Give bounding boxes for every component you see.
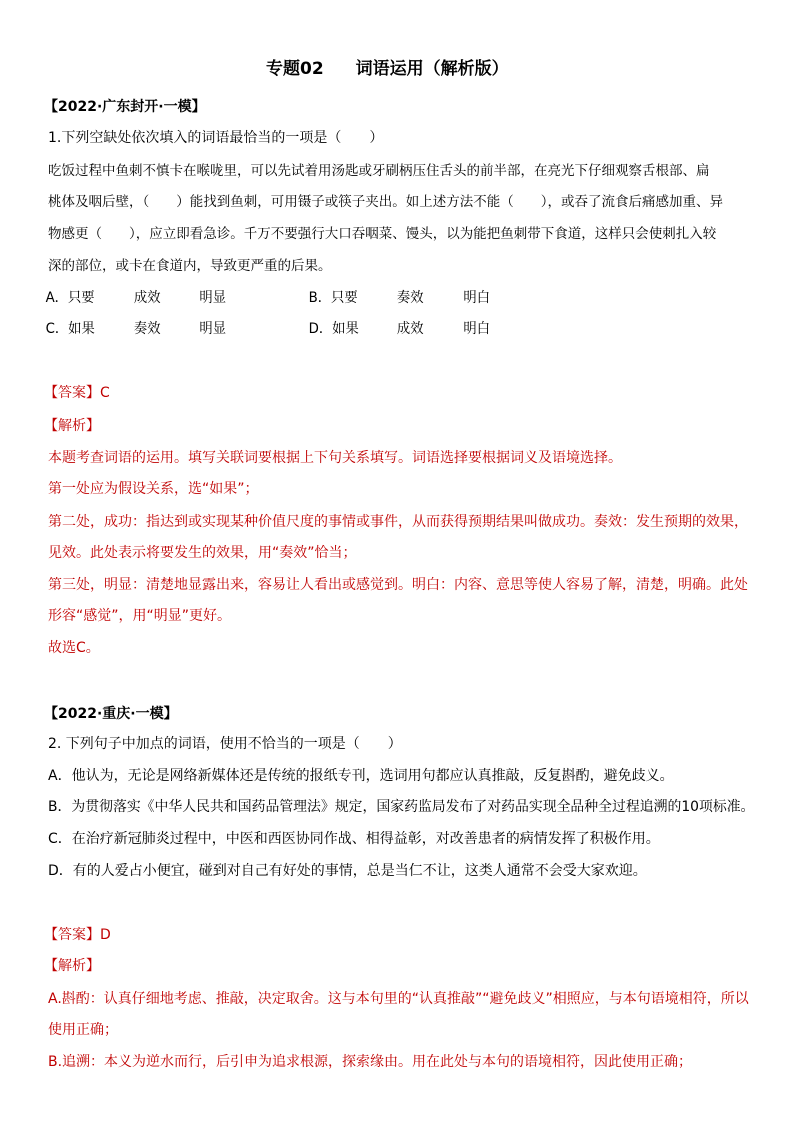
q1-source: 【2022·广东封开·一模】	[44, 99, 206, 115]
q2-option-d: D．有的人爱占小便宜，碰到对自己有好处的事情，总是当仁不让，这类人通常不会受大家欢迎。	[48, 863, 647, 879]
q2-option-c: C．在治疗新冠肺炎过程中，中医和西医协同作战、相得益彰，对改善患者的病情发挥了积极作用。	[48, 831, 660, 847]
q1-option-word: 奏效	[396, 290, 424, 306]
q1-option-word: 成效	[396, 321, 424, 337]
q1-option-c: C．如果	[45, 321, 95, 337]
q2-source: 【2022·重庆·一模】	[44, 706, 178, 722]
q1-analysis-line: 形容“感觉”，用“明显”更好。	[48, 608, 232, 624]
q1-option-b: B．只要	[308, 290, 358, 306]
q1-passage-line: 吃饭过程中鱼刺不慎卡在喉咙里，可以先试着用汤匙或牙刷柄压住舌头的前半部，在亮光下仔细观察舌根部、扁	[48, 163, 710, 179]
q1-analysis-line: 故选C。	[48, 640, 100, 656]
q1-analysis-line: 第一处应为假设关系，选“如果”；	[48, 481, 259, 497]
q1-option-word: 明显	[199, 290, 227, 306]
q1-option-word: 奏效	[133, 321, 161, 337]
q2-answer: 【答案】D	[44, 927, 111, 943]
q2-analysis-line: 使用正确；	[48, 1022, 118, 1038]
q2-analysis-line: B.追溯：本义为逆水而行，后引申为追求根源，探索缘由。用在此处与本句的语境相符，因此使用正确；	[48, 1054, 693, 1070]
q2-stem: 2. 下列句子中加点的词语，使用不恰当的一项是（ ）	[48, 736, 402, 752]
q1-option-word: 成效	[133, 290, 161, 306]
q1-answer: 【答案】C	[44, 385, 110, 401]
q1-option-d: D．如果	[308, 321, 359, 337]
q1-analysis-line: 第三处，明显：清楚地显露出来，容易让人看出或感觉到。明白：内容、意思等使人容易了解，清楚，明确。此处	[48, 577, 748, 593]
page-title	[266, 60, 509, 78]
q1-stem: 1.下列空缺处依次填入的词语最恰当的一项是（ ）	[48, 130, 384, 146]
q1-option-word: 明白	[463, 290, 490, 306]
q2-analysis-label: 【解析】	[44, 958, 100, 974]
title-topic-number: 专题02	[266, 59, 324, 79]
q1-analysis-line: 见效。此处表示将要发生的效果，用“奏效”恰当；	[48, 545, 357, 561]
q1-analysis-line: 本题考查词语的运用。填写关联词要根据上下句关系填写。词语选择要根据词义及语境选择。	[48, 450, 622, 466]
q1-option-a: A．只要	[45, 290, 95, 306]
q1-passage-line: 桃体及咽后壁，（ ）能找到鱼刺，可用镊子或筷子夹出。如上述方法不能（ ），或吞了流食后痛感加重、异	[48, 194, 723, 210]
q2-option-b: B．为贯彻落实《中华人民共和国药品管理法》规定，国家药监局发布了对药品实现全品种全过程追溯的10项标准。	[48, 799, 755, 815]
q1-passage-line: 物感更（ ），应立即看急诊。千万不要强行大口吞咽菜、馒头，以为能把鱼刺带下食道，这样只会使刺扎入较	[48, 226, 717, 242]
q1-analysis-label: 【解析】	[44, 418, 100, 434]
q1-analysis-line: 第二处，成功：指达到或实现某种价值尺度的事情或事件，从而获得预期结果叫做成功。奏效：发生预期的效果，	[48, 514, 748, 530]
q2-analysis-line: A.斟酌：认真仔细地考虑、推敲，决定取舍。这与本句里的“认真推敲”“避免歧义”相照应，与本句语境相符，所以	[48, 991, 749, 1007]
title-topic-name: 词语运用（解析版）	[355, 59, 509, 79]
q1-passage-line: 深的部位，或卡在食道内，导致更严重的后果。	[48, 258, 332, 274]
q2-option-a: A．他认为，无论是网络新媒体还是传统的报纸专刊，选词用句都应认真推敲，反复斟酌，避免歧义。	[48, 768, 674, 784]
q1-option-word: 明白	[463, 321, 490, 337]
q1-option-word: 明显	[199, 321, 227, 337]
